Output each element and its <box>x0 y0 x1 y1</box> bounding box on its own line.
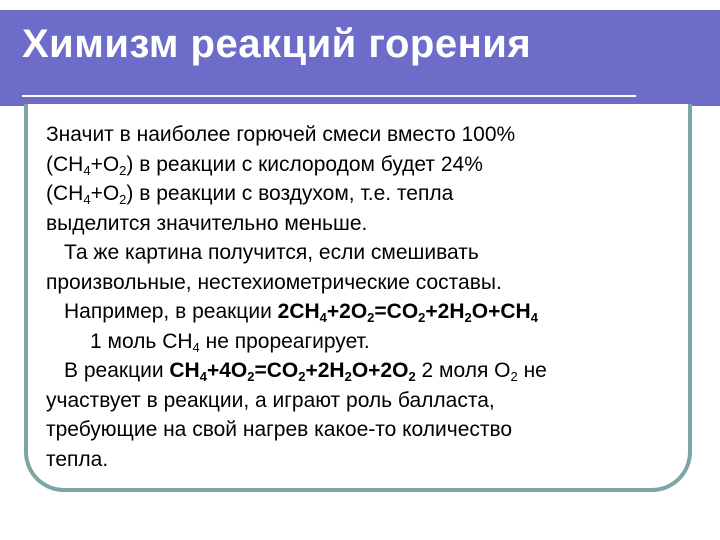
subscript: 2 <box>464 310 472 325</box>
subscript: 2 <box>119 192 127 207</box>
text-span: произвольные, нестехиометрические составы. <box>46 270 502 294</box>
text-span: +О <box>90 182 120 205</box>
formula-part: +4O <box>206 359 248 382</box>
formula-part: =CO <box>254 359 299 382</box>
formula-part: =CO <box>374 300 419 323</box>
text-span: Значит в наиболее горючей смеси вместо 100% <box>46 123 516 146</box>
formula-part: CH <box>169 359 200 382</box>
text-span: (СН <box>46 182 84 205</box>
text-span: (СН <box>46 152 84 176</box>
subscript: 2 <box>247 369 255 384</box>
subscript: 2 <box>418 310 426 325</box>
subscript: 4 <box>83 192 91 207</box>
subscript: 2 <box>510 369 518 384</box>
text-line-4 <box>46 209 666 239</box>
subscript: 2 <box>408 369 416 384</box>
text-span: 2 моля O <box>415 359 511 382</box>
text-span: требующие на свой нагрев какое-то количество <box>46 418 513 441</box>
text-line-9 <box>46 356 666 386</box>
text-span: 1 моль CH <box>90 329 193 353</box>
formula-part: +2H <box>305 359 345 382</box>
text-line-10 <box>46 386 666 416</box>
text-line-6 <box>46 268 666 298</box>
formula-1 <box>278 300 538 323</box>
text-span: не <box>517 359 547 382</box>
subscript: 2 <box>119 162 127 178</box>
subscript: 2 <box>344 369 352 384</box>
subscript: 4 <box>199 369 207 384</box>
text-span: Та же картина получится, если смешивать <box>64 241 479 264</box>
text-span: не прореагирует. <box>199 329 370 353</box>
text-span: тепла. <box>46 447 109 471</box>
text-span: +О <box>90 152 120 176</box>
title-underline <box>22 95 636 97</box>
text-span: ) в реакции с кислородом будет 24% <box>126 152 483 176</box>
text-span: Например, в реакции <box>64 300 278 323</box>
text-span: участвует в реакции, а играют роль балласта, <box>46 388 495 412</box>
text-span: ) в реакции с воздухом, т.е. тепла <box>126 182 454 205</box>
formula-part: O+CH <box>471 300 531 323</box>
title-bar <box>0 10 720 106</box>
body-text <box>46 120 666 474</box>
text-span: выделится значительно меньше. <box>46 211 368 235</box>
text-line-11 <box>46 415 666 445</box>
subscript: 4 <box>530 310 538 325</box>
text-line-8 <box>46 327 666 357</box>
subscript: 4 <box>319 310 327 325</box>
text-line-1 <box>46 120 666 150</box>
formula-part: 2CH <box>277 300 320 323</box>
text-line-2 <box>46 150 666 180</box>
text-line-7 <box>46 297 666 327</box>
text-span: В реакции <box>64 359 170 382</box>
subscript: 2 <box>298 369 306 384</box>
subscript: 2 <box>367 310 375 325</box>
formula-part: +2O <box>326 300 368 323</box>
text-line-12 <box>46 445 666 475</box>
subscript: 4 <box>83 162 91 178</box>
text-line-5 <box>46 238 666 268</box>
formula-part: O+2O <box>351 359 409 382</box>
text-line-3 <box>46 179 666 209</box>
formula-part: +2H <box>425 300 465 323</box>
formula-2 <box>169 359 415 382</box>
slide-title: Химизм реакций горения <box>22 22 532 66</box>
subscript: 4 <box>192 339 200 355</box>
